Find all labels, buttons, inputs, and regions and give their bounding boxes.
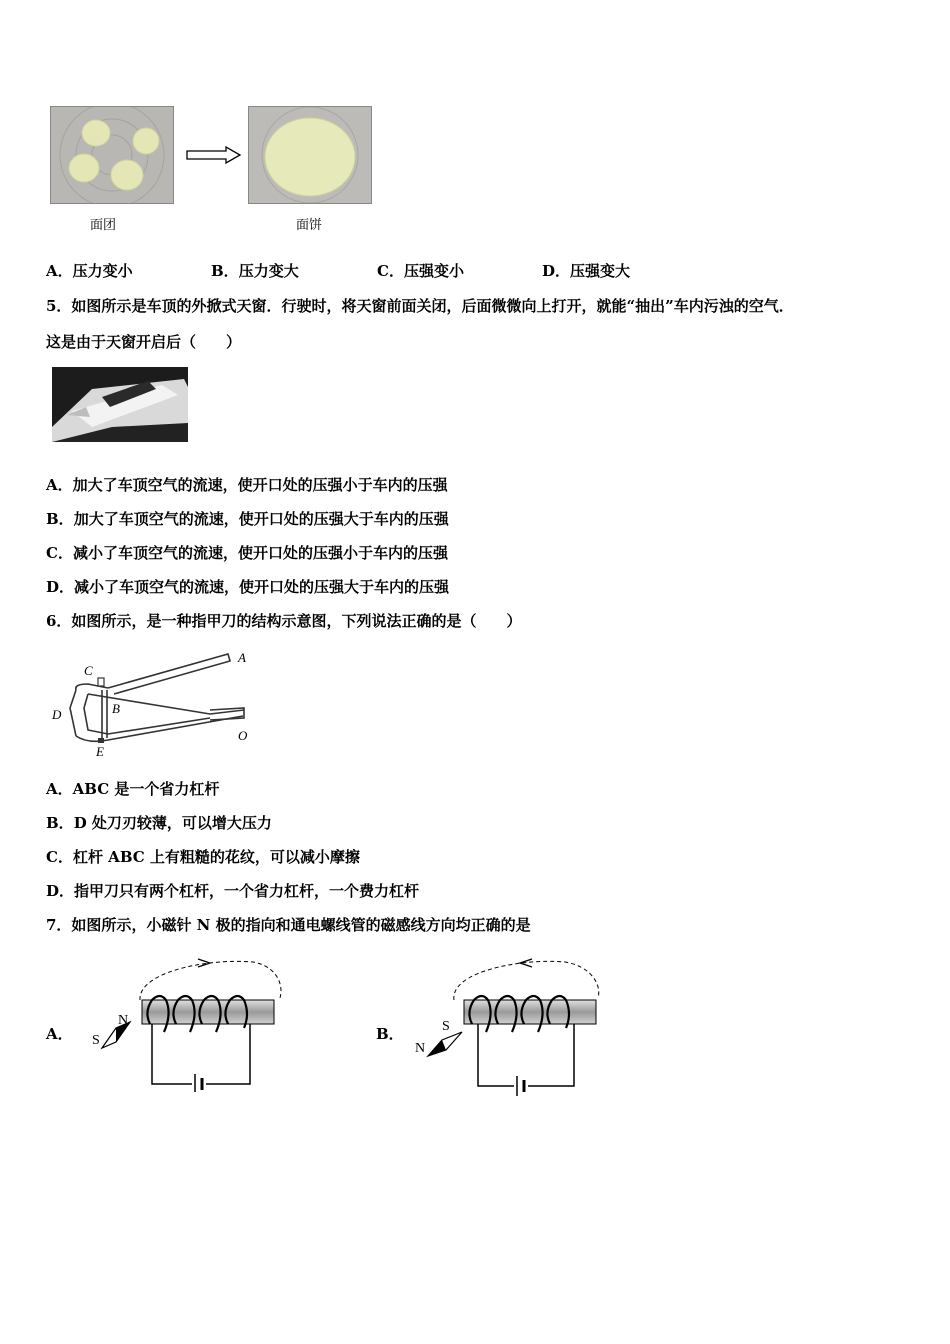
q5-stem-line1: 5．如图所示是车顶的外掀式天窗．行驶时，将天窗前面关闭，后面微微向上打开，就能“抽出”车内污浊的空气．: [46, 297, 794, 315]
flat-dough-photo: [248, 106, 372, 204]
q5-option-b: B．加大了车顶空气的流速，使开口处的压强大于车内的压强: [46, 510, 449, 528]
q7-option-b-label: B．: [376, 1025, 404, 1043]
label-e: E: [96, 744, 104, 759]
needle-north-a: N: [118, 1013, 129, 1028]
q4-option-c: C．压强变小: [377, 262, 464, 280]
q6-option-b: B．D 处刀刃较薄，可以增大压力: [46, 814, 272, 832]
car-sunroof-photo: [52, 367, 188, 442]
q6-option-c: C．杠杆 ABC 上有粗糙的花纹，可以减小摩擦: [46, 848, 360, 866]
solenoid-diagram-b: [410, 952, 610, 1097]
q4-option-a: A．压力变小: [46, 262, 133, 280]
q7-stem: 7．如图所示，小磁针 N 极的指向和通电螺线管的磁感线方向均正确的是: [46, 916, 531, 934]
q6-option-a: A．ABC 是一个省力杠杆: [46, 780, 220, 798]
label-c: C: [84, 663, 93, 678]
q4-option-d: D．压强变大: [542, 262, 631, 280]
compass-needle-b: [428, 1032, 462, 1056]
q7-option-a-label: A．: [46, 1025, 73, 1043]
flat-dough-caption: 面饼: [296, 218, 323, 233]
solenoid-diagram-a: [88, 952, 288, 1092]
dough-caption: 面团: [90, 218, 117, 233]
needle-north-b: N: [415, 1041, 426, 1056]
q5-option-a: A．加大了车顶空气的流速，使开口处的压强小于车内的压强: [46, 476, 448, 494]
nail-clipper-diagram: [48, 648, 258, 760]
needle-south-b: S: [442, 1019, 450, 1034]
label-o: O: [238, 728, 248, 743]
q6-stem: 6．如图所示，是一种指甲刀的结构示意图，下列说法正确的是（ ）: [46, 612, 522, 630]
label-b: B: [112, 701, 120, 716]
q6-option-d: D．指甲刀只有两个杠杆，一个省力杠杆，一个费力杠杆: [46, 882, 420, 900]
needle-south-a: S: [92, 1033, 100, 1048]
dough-balls-photo: [50, 106, 174, 204]
q5-option-c: C．减小了车顶空气的流速，使开口处的压强小于车内的压强: [46, 544, 448, 562]
label-d: D: [52, 707, 62, 722]
label-a: A: [238, 650, 246, 665]
q4-option-b: B．压力变大: [211, 262, 299, 280]
q5-stem-line2: 这是由于天窗开启后（ ）: [46, 333, 242, 351]
arrow-right-icon: [186, 146, 242, 164]
q5-option-d: D．减小了车顶空气的流速，使开口处的压强大于车内的压强: [46, 578, 450, 596]
